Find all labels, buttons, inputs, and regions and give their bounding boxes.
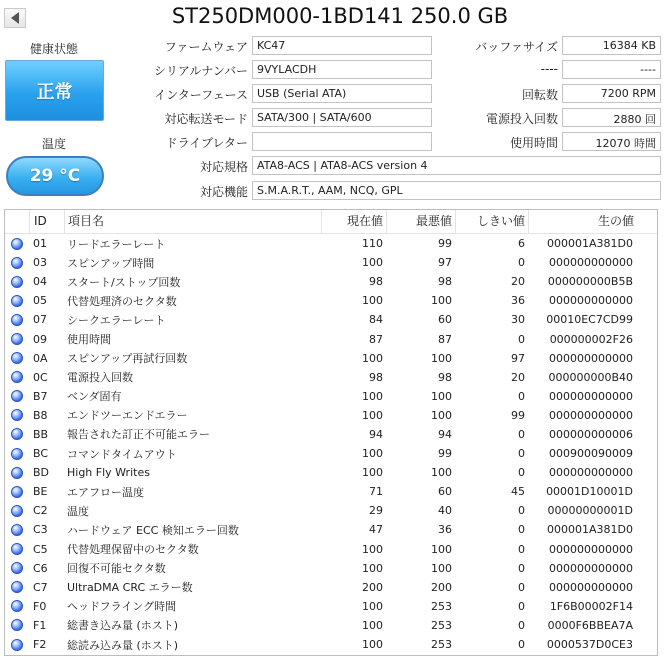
current-value: 71 (369, 485, 383, 499)
status-cell (5, 276, 29, 288)
raw-value-column-header[interactable]: 生の値 (597, 214, 634, 228)
table-row[interactable] (5, 501, 657, 520)
table-row[interactable] (5, 310, 657, 329)
table-row[interactable] (5, 329, 657, 348)
raw-value: 000000000000 (549, 561, 633, 575)
attribute-id: B7 (33, 389, 48, 403)
worst-value: 100 (431, 294, 452, 308)
threshold-value: 0 (518, 256, 525, 270)
power-on-count-label: 電源投入回数 (485, 112, 558, 126)
status-good-icon (11, 524, 23, 536)
attribute-name: 代替処理保留中のセクタ数 (67, 543, 199, 557)
raw-value: 00010EC7CD99 (546, 313, 633, 327)
raw-value: 00000000001D (547, 504, 633, 518)
status-good-icon (11, 448, 23, 460)
table-row[interactable] (5, 540, 657, 559)
current-value: 84 (369, 313, 383, 327)
attribute-id: F2 (33, 638, 47, 652)
threshold-value: 0 (518, 580, 525, 594)
attribute-id: 0C (33, 370, 48, 384)
current-value: 94 (369, 427, 383, 441)
attribute-name: 総書き込み量 (ホスト) (67, 619, 179, 633)
worst-value: 60 (438, 485, 452, 499)
status-cell (5, 390, 29, 402)
status-cell (5, 639, 29, 651)
attribute-name: ハードウェア ECC 検知エラー回数 (67, 523, 239, 537)
worst-value: 97 (438, 256, 452, 270)
status-column-header[interactable] (5, 210, 30, 233)
worst-value: 100 (431, 408, 452, 422)
attribute-id: C2 (33, 504, 48, 518)
threshold-value: 0 (518, 504, 525, 518)
power-on-hours-label: 使用時間 (509, 136, 558, 150)
attribute-name: シークエラーレート (67, 313, 166, 327)
worst-value: 98 (438, 370, 452, 384)
threshold-value: 36 (511, 294, 525, 308)
raw-value: 0000F6BBEA7A (547, 618, 633, 632)
table-row[interactable] (5, 272, 657, 291)
threshold-value: 0 (518, 427, 525, 441)
buffer-size-value: 16384 KB (562, 36, 661, 55)
worst-value: 99 (438, 237, 452, 251)
worst-value: 87 (438, 332, 452, 346)
attribute-id: B8 (33, 408, 48, 422)
health-status-label: 健康状態 (29, 42, 78, 56)
power-on-hours-value: 12070 時間 (562, 132, 661, 151)
table-row[interactable] (5, 425, 657, 444)
status-good-icon (11, 257, 23, 269)
id-column-header[interactable]: ID (30, 210, 65, 233)
attribute-name: ヘッドフライング時間 (67, 600, 177, 614)
power-on-count-value: 2880 回 (562, 108, 661, 127)
worst-value: 60 (438, 313, 452, 327)
status-cell (5, 600, 29, 612)
attribute-name: 温度 (67, 504, 89, 518)
table-row[interactable] (5, 616, 657, 635)
status-good-icon (11, 639, 23, 651)
table-row[interactable] (5, 597, 657, 616)
current-value: 100 (362, 466, 383, 480)
status-cell (5, 295, 29, 307)
status-good-icon (11, 352, 23, 364)
raw-value: 000900090009 (549, 447, 633, 461)
rotation-rate-label: 回転数 (521, 88, 558, 102)
attribute-name: 総読み込み量 (ホスト) (67, 638, 179, 652)
worst-value: 100 (431, 466, 452, 480)
worst-value: 100 (431, 561, 452, 575)
current-value: 98 (369, 275, 383, 289)
current-value: 47 (369, 523, 383, 537)
current-value: 110 (362, 237, 383, 251)
threshold-value: 30 (511, 313, 525, 327)
threshold-value: 0 (518, 466, 525, 480)
smart-attribute-table[interactable] (4, 209, 658, 656)
attribute-name: 使用時間 (67, 333, 111, 347)
threshold-value: 20 (511, 370, 525, 384)
raw-value: 000000000000 (549, 542, 633, 556)
attribute-id: BC (33, 447, 49, 461)
current-value: 100 (362, 408, 383, 422)
temperature-badge[interactable]: 29 °C (6, 156, 104, 196)
unknown-label: ---- (540, 62, 558, 76)
table-row[interactable] (5, 291, 657, 310)
status-cell (5, 562, 29, 574)
table-row[interactable] (5, 635, 657, 654)
status-good-icon (11, 276, 23, 288)
current-value: 100 (362, 542, 383, 556)
status-good-icon (11, 314, 23, 326)
raw-value: 000000000000 (549, 351, 633, 365)
attribute-id: 07 (33, 313, 47, 327)
status-cell (5, 524, 29, 536)
rotation-rate-value: 7200 RPM (562, 84, 661, 103)
status-good-icon (11, 371, 23, 383)
status-good-icon (11, 390, 23, 402)
table-row[interactable] (5, 406, 657, 425)
current-value: 100 (362, 256, 383, 270)
standard-label: 対応規格 (199, 160, 248, 174)
status-cell (5, 333, 29, 345)
raw-value: 000000000000 (549, 389, 633, 403)
attribute-id: C7 (33, 580, 48, 594)
status-cell (5, 467, 29, 479)
table-row[interactable] (5, 559, 657, 578)
current-value: 100 (362, 389, 383, 403)
interface-value: USB (Serial ATA) (252, 84, 432, 103)
worst-value: 253 (431, 599, 452, 613)
attribute-name: エアフロー温度 (67, 485, 144, 499)
attribute-id: 09 (33, 332, 47, 346)
status-good-icon (11, 238, 23, 250)
firmware-value: KC47 (252, 36, 432, 55)
attribute-id: BE (33, 485, 48, 499)
attribute-name: UltraDMA CRC エラー数 (67, 581, 193, 595)
attribute-name: スタート/ストップ回数 (67, 275, 181, 289)
temperature-label: 温度 (41, 137, 66, 151)
drive-letter-value (252, 132, 432, 151)
raw-value: 000001A381D0 (547, 237, 633, 251)
current-column-header[interactable]: 現在値 (322, 210, 387, 233)
raw-value: 000000000B5B (547, 275, 633, 289)
raw-value: 000000000B40 (548, 370, 633, 384)
worst-value: 100 (431, 389, 452, 403)
attribute-name: スピンアップ時間 (67, 256, 155, 270)
drive-title: ST250DM000-1BD141 250.0 GB (171, 4, 509, 28)
status-good-icon (11, 581, 23, 593)
attribute-name: コマンドタイムアウト (67, 447, 177, 461)
threshold-value: 0 (518, 599, 525, 613)
current-value: 100 (362, 638, 383, 652)
threshold-value: 0 (518, 389, 525, 403)
threshold-value: 0 (518, 561, 525, 575)
attribute-id: BB (33, 427, 49, 441)
raw-value: 0000537D0CE3 (546, 638, 633, 652)
worst-value: 94 (438, 427, 452, 441)
threshold-value: 99 (511, 408, 525, 422)
attribute-id: C3 (33, 523, 48, 537)
status-good-icon (11, 428, 23, 440)
attribute-name: 報告された訂正不可能エラー (67, 428, 210, 442)
current-value: 100 (362, 599, 383, 613)
status-cell (5, 257, 29, 269)
attribute-name: ベンダ固有 (67, 390, 122, 404)
status-cell (5, 409, 29, 421)
raw-value: 000000002F26 (549, 332, 633, 346)
attribute-id: F1 (33, 618, 47, 632)
threshold-value: 0 (518, 523, 525, 537)
threshold-value: 0 (518, 542, 525, 556)
table-row[interactable] (5, 520, 657, 539)
attribute-id: 01 (33, 237, 47, 251)
table-row[interactable] (5, 368, 657, 387)
worst-value: 100 (431, 542, 452, 556)
attribute-name: 代替処理済のセクタ数 (67, 294, 177, 308)
attribute-id: BD (33, 466, 50, 480)
current-value: 98 (369, 370, 383, 384)
raw-value: 000000000006 (549, 427, 633, 441)
status-cell (5, 619, 29, 631)
worst-value: 98 (438, 275, 452, 289)
raw-value: 00001D10001D (546, 485, 633, 499)
attribute-id: 05 (33, 294, 47, 308)
attribute-id: C5 (33, 542, 48, 556)
status-cell (5, 238, 29, 250)
features-label: 対応機能 (199, 185, 248, 199)
current-value: 100 (362, 561, 383, 575)
worst-value: 99 (438, 447, 452, 461)
current-value: 29 (369, 504, 383, 518)
attribute-id: 0A (33, 351, 48, 365)
current-value: 87 (369, 332, 383, 346)
worst-column-header[interactable]: 最悪値 (387, 210, 456, 233)
worst-value: 100 (431, 351, 452, 365)
status-cell (5, 505, 29, 517)
serial-number-label: シリアルナンバー (153, 64, 248, 78)
status-good-icon (11, 619, 23, 631)
worst-value: 36 (438, 523, 452, 537)
threshold-value: 0 (518, 618, 525, 632)
status-cell (5, 428, 29, 440)
raw-value: 000000000000 (549, 466, 633, 480)
status-good-icon (11, 562, 23, 574)
standard-value: ATA8-ACS | ATA8-ACS version 4 (252, 156, 661, 175)
status-cell (5, 314, 29, 326)
status-cell (5, 486, 29, 498)
status-good-icon (11, 486, 23, 498)
threshold-value: 0 (518, 447, 525, 461)
table-row[interactable] (5, 482, 657, 501)
attribute-name: リードエラーレート (67, 237, 166, 251)
attribute-id: F0 (33, 599, 47, 613)
health-status-badge[interactable]: 正常 (5, 60, 104, 121)
raw-value: 000001A381D0 (547, 523, 633, 537)
attribute-name: 回復不可能セクタ数 (67, 562, 166, 576)
table-row[interactable] (5, 444, 657, 463)
threshold-column-header[interactable]: しきい値 (456, 210, 529, 233)
transfer-mode-label: 対応転送モード (164, 112, 248, 126)
attribute-id: 04 (33, 275, 47, 289)
triangle-left-icon (11, 12, 19, 24)
buffer-size-label: バッファサイズ (475, 40, 558, 54)
status-cell (5, 581, 29, 593)
table-row[interactable] (5, 253, 657, 272)
attribute-name: スピンアップ再試行回数 (67, 352, 188, 366)
table-row[interactable] (5, 349, 657, 368)
threshold-value: 6 (518, 237, 525, 251)
raw-value: 000000000000 (549, 408, 633, 422)
attribute-name: High Fly Writes (67, 466, 150, 480)
threshold-value: 97 (511, 351, 525, 365)
serial-number-value: 9VYLACDH (252, 60, 432, 79)
raw-value: 000000000000 (549, 294, 633, 308)
attribute-name: 電源投入回数 (67, 371, 133, 385)
name-column-header[interactable]: 項目名 (65, 210, 322, 233)
table-header (5, 210, 657, 234)
unknown-value: ---- (562, 60, 661, 79)
worst-value: 253 (431, 638, 452, 652)
current-value: 100 (362, 351, 383, 365)
attribute-name: エンドツーエンドエラー (67, 409, 188, 423)
current-value: 100 (362, 294, 383, 308)
status-cell (5, 448, 29, 460)
raw-value: 000000000000 (549, 256, 633, 270)
current-value: 200 (362, 580, 383, 594)
transfer-mode-value: SATA/300 | SATA/600 (252, 108, 432, 127)
status-good-icon (11, 295, 23, 307)
table-row[interactable] (5, 463, 657, 482)
table-row[interactable] (5, 387, 657, 406)
status-good-icon (11, 600, 23, 612)
threshold-value: 0 (518, 332, 525, 346)
drive-letter-label: ドライブレター (165, 136, 248, 150)
attribute-id: C6 (33, 561, 48, 575)
status-cell (5, 352, 29, 364)
status-good-icon (11, 409, 23, 421)
status-good-icon (11, 467, 23, 479)
worst-value: 253 (431, 618, 452, 632)
status-cell (5, 371, 29, 383)
threshold-value: 45 (511, 485, 525, 499)
attribute-id: 03 (33, 256, 47, 270)
threshold-value: 20 (511, 275, 525, 289)
previous-drive-button[interactable] (4, 8, 26, 28)
table-row[interactable] (5, 578, 657, 597)
threshold-value: 0 (518, 638, 525, 652)
status-good-icon (11, 333, 23, 345)
firmware-label: ファームウェア (164, 40, 248, 54)
status-good-icon (11, 505, 23, 517)
table-row[interactable] (5, 234, 657, 253)
features-value: S.M.A.R.T., AAM, NCQ, GPL (252, 181, 661, 200)
status-cell (5, 543, 29, 555)
current-value: 100 (362, 447, 383, 461)
worst-value: 40 (438, 504, 452, 518)
current-value: 100 (362, 618, 383, 632)
status-good-icon (11, 543, 23, 555)
table-body (5, 234, 657, 654)
raw-value: 1F6B00002F14 (549, 599, 633, 613)
worst-value: 200 (431, 580, 452, 594)
interface-label: インターフェース (154, 88, 248, 102)
raw-value: 000000000000 (549, 580, 633, 594)
